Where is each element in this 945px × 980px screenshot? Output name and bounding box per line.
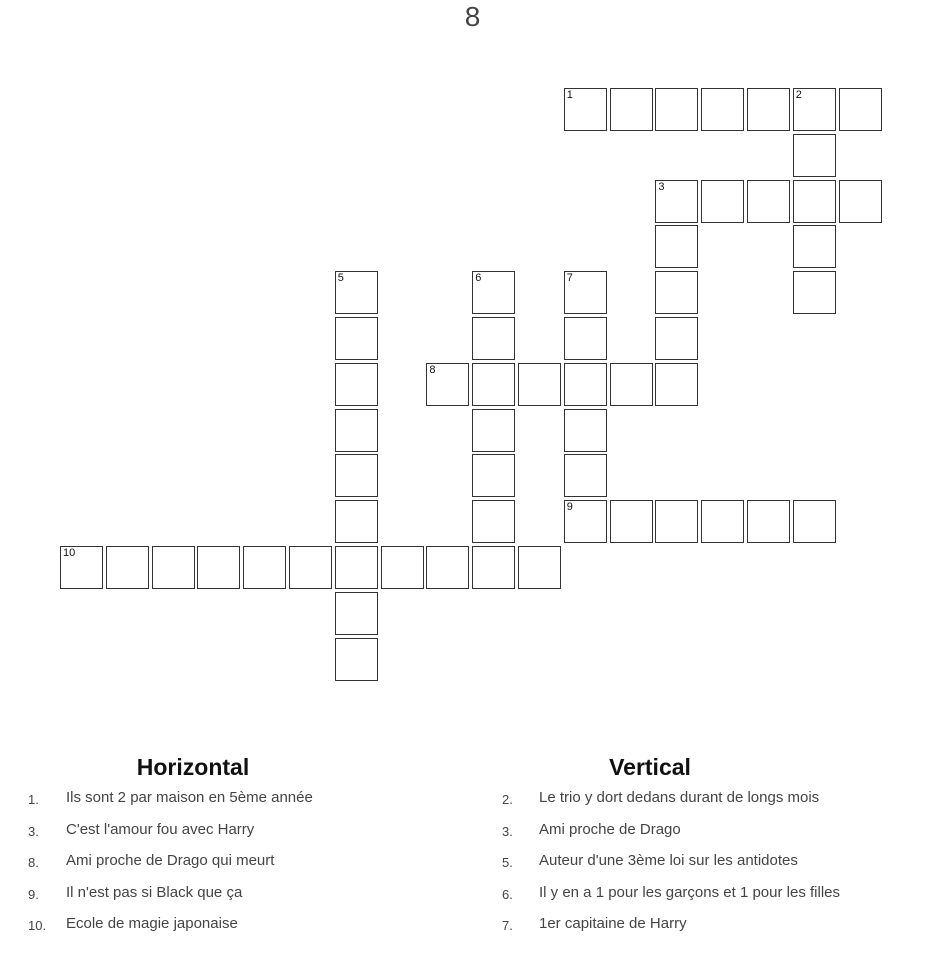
crossword-cell[interactable]	[335, 638, 378, 681]
clue-item[interactable]	[28, 912, 358, 944]
crossword-cell[interactable]	[335, 317, 378, 360]
clue-number: 10.	[28, 918, 47, 933]
clue-number: 6.	[502, 886, 513, 902]
crossword-cell[interactable]	[472, 546, 515, 589]
crossword-cell[interactable]	[655, 363, 698, 406]
crossword-cell[interactable]	[793, 271, 836, 314]
crossword-cell[interactable]	[472, 500, 515, 543]
crossword-cell[interactable]	[106, 546, 149, 589]
crossword-cell[interactable]	[152, 546, 195, 589]
crossword-cell[interactable]	[289, 546, 332, 589]
clue-text: Ecole de magie japonaise	[66, 915, 238, 932]
puzzle-title: 8	[464, 1, 481, 32]
clue-text: Auteur d'une 3ème loi sur les antidotes	[539, 852, 798, 869]
vertical-heading: Vertical	[609, 754, 691, 780]
crossword-cell[interactable]	[381, 546, 424, 589]
crossword-cell[interactable]	[655, 180, 698, 223]
clue-item[interactable]	[28, 881, 358, 913]
clue-item[interactable]	[502, 818, 862, 850]
crossword-cell[interactable]	[655, 225, 698, 268]
crossword-cell[interactable]	[564, 454, 607, 497]
crossword-cell[interactable]	[472, 271, 515, 314]
crossword-cell[interactable]	[335, 592, 378, 635]
crossword-cell[interactable]	[472, 409, 515, 452]
crossword-cell[interactable]	[701, 180, 744, 223]
clue-text: Il n'est pas si Black que ça	[66, 883, 243, 901]
crossword-cell[interactable]	[335, 271, 378, 314]
crossword-cell[interactable]	[472, 317, 515, 360]
crossword-cell[interactable]	[655, 317, 698, 360]
clue-item[interactable]	[502, 912, 862, 944]
clue-number: 9.	[28, 886, 39, 902]
clue-item[interactable]	[28, 786, 358, 818]
vertical-clues	[502, 752, 862, 944]
crossword-cell[interactable]	[839, 180, 882, 223]
crossword-cell[interactable]	[610, 500, 653, 543]
clue-number: 3.	[502, 823, 513, 839]
cell-number: 7	[566, 272, 573, 285]
crossword-cell[interactable]	[655, 88, 698, 131]
crossword-cell[interactable]	[747, 88, 790, 131]
crossword-cell[interactable]	[60, 546, 103, 589]
clue-item[interactable]	[502, 881, 862, 913]
crossword-cell[interactable]	[793, 134, 836, 177]
cell-number: 5	[337, 272, 344, 285]
clue-number: 5.	[502, 855, 513, 870]
crossword-cell[interactable]	[335, 409, 378, 452]
crossword-cell[interactable]	[747, 180, 790, 223]
crossword-cell[interactable]	[472, 454, 515, 497]
crossword-cell[interactable]	[426, 546, 469, 589]
crossword-cell[interactable]	[610, 363, 653, 406]
cell-number: 3	[658, 180, 665, 193]
crossword-cell[interactable]	[564, 500, 607, 543]
crossword-cell[interactable]	[793, 180, 836, 223]
clue-number: 3.	[28, 823, 39, 839]
crossword-cell[interactable]	[472, 363, 515, 406]
clue-item[interactable]	[28, 849, 358, 881]
clue-number: 2.	[502, 792, 513, 807]
clue-item[interactable]	[502, 849, 862, 881]
crossword-cell[interactable]	[610, 88, 653, 131]
clue-text: Ami proche de Drago qui meurt	[66, 852, 275, 869]
crossword-cell[interactable]	[564, 88, 607, 131]
crossword-cell[interactable]	[335, 454, 378, 497]
crossword-cell[interactable]	[793, 500, 836, 543]
clue-text: Ami proche de Drago	[539, 820, 681, 838]
clue-text: Il y en a 1 pour les garçons et 1 pour les filles	[539, 883, 840, 901]
crossword-cell[interactable]	[243, 546, 286, 589]
crossword-cell[interactable]	[426, 363, 469, 406]
horizontal-heading: Horizontal	[136, 754, 250, 780]
crossword-cell[interactable]	[197, 546, 240, 589]
crossword-cell[interactable]	[564, 317, 607, 360]
cell-number: 10	[63, 547, 76, 559]
crossword-cell[interactable]	[701, 500, 744, 543]
crossword-cell[interactable]	[518, 363, 561, 406]
crossword-cell[interactable]	[335, 500, 378, 543]
crossword-cell[interactable]	[793, 88, 836, 131]
clue-text: C'est l'amour fou avec Harry	[66, 820, 255, 838]
crossword-cell[interactable]	[839, 88, 882, 131]
crossword-cell[interactable]	[793, 225, 836, 268]
cell-number: 6	[475, 272, 482, 285]
crossword-cell[interactable]	[747, 500, 790, 543]
horizontal-clues	[28, 752, 358, 944]
crossword-cell[interactable]	[701, 88, 744, 131]
crossword-cell[interactable]	[564, 271, 607, 314]
clue-text: Le trio y dort dedans durant de longs mois	[539, 789, 820, 806]
clue-number: 7.	[502, 918, 513, 933]
crossword-cell[interactable]	[655, 500, 698, 543]
clue-number: 1.	[28, 792, 39, 807]
cell-number: 1	[566, 89, 573, 101]
crossword-cell[interactable]	[655, 271, 698, 314]
clue-item[interactable]	[502, 786, 862, 818]
clue-number: 8.	[28, 855, 39, 870]
clue-text: 1er capitaine de Harry	[539, 915, 687, 932]
crossword-cell[interactable]	[335, 546, 378, 589]
cell-number: 8	[429, 363, 436, 376]
cell-number: 2	[795, 89, 802, 101]
crossword-cell[interactable]	[335, 363, 378, 406]
clue-item[interactable]	[28, 818, 358, 850]
clue-text: Ils sont 2 par maison en 5ème année	[66, 789, 313, 806]
crossword-cell[interactable]	[518, 546, 561, 589]
cell-number: 9	[566, 501, 573, 514]
crossword-cell[interactable]	[564, 363, 607, 406]
crossword-cell[interactable]	[564, 409, 607, 452]
